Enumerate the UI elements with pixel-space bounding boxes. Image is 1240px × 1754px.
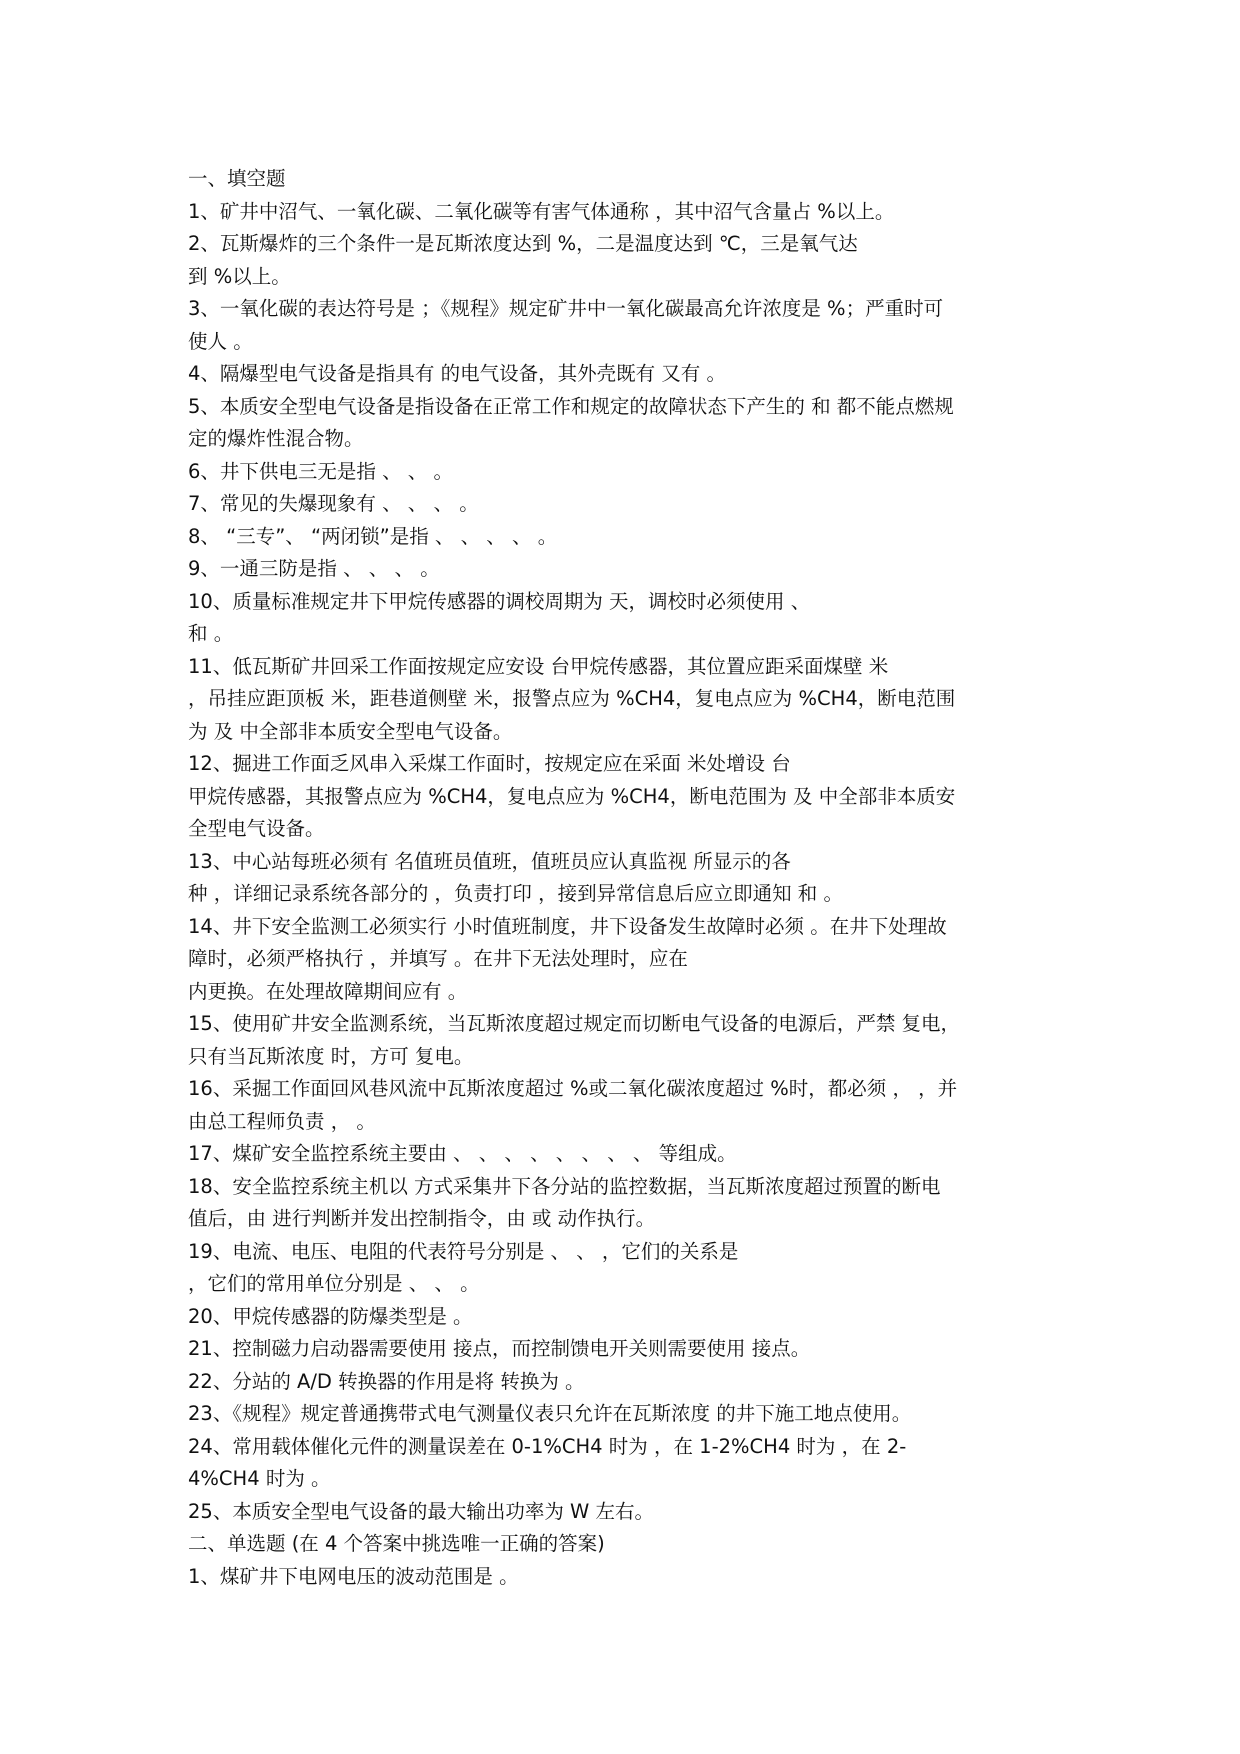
question-line: 9、一通三防是指 、 、 、 。 [188,557,440,580]
question-line: 4%CH4 时为 。 [188,1467,331,1490]
question-line: 15、使用矿井安全监测系统，当瓦斯浓度超过规定而切断电气设备的电源后，严禁 复电， [188,1012,961,1035]
question-line: 2、瓦斯爆炸的三个条件一是瓦斯浓度达到 %，二是温度达到 ℃，三是氧气达 [188,232,858,255]
question-line: 21、控制磁力启动器需要使用 接点，而控制馈电开关则需要使用 接点。 [188,1337,811,1360]
question-line: 全型电气设备。 [188,817,325,840]
question-line: 13、中心站每班必须有 名值班员值班，值班员应认真监视 所显示的各 [188,849,791,873]
section-heading: 二、单选题 (在 4 个答案中挑选唯一正确的答案) [188,1532,605,1555]
section-heading: 一、填空题 [188,167,286,190]
question-line: 由总工程师负责 ， 。 [188,1109,376,1133]
question-line: 值后，由 进行判断并发出控制指令，由 或 动作执行。 [188,1207,656,1230]
question-line: 使人 。 [188,329,253,353]
question-line: 和 。 [188,622,234,645]
question-line: 12、掘进工作面乏风串入采煤工作面时，按规定应在采面 米处增设 台 [188,752,791,775]
question-line: 19、电流、电压、电阻的代表符号分别是 、 、 ，它们的关系是 [188,1239,739,1263]
question-line: ，吊挂应距顶板 米，距巷道侧壁 米，报警点应为 %CH4，复电点应为 %CH4，断电范围 [188,687,956,710]
question-line: 为 及 中全部非本质安全型电气设备。 [188,719,513,743]
question-line: 24、常用载体催化元件的测量误差在 0-1%CH4 时为 ，在 1-2%CH4 时为 ，在 2- [188,1434,907,1458]
question-line: 到 %以上。 [188,264,291,288]
question-line: 障时，必须严格执行 ，并填写 。在井下无法处理时，应在 [188,947,688,970]
question-line: 10、质量标准规定井下甲烷传感器的调校周期为 天，调校时必须使用 、 [188,589,811,613]
question-line: 8、 “三专”、 “两闭锁”是指 、 、 、 、 。 [188,524,558,548]
question-line: 22、分站的 A/D 转换器的作用是将 转换为 。 [188,1369,585,1393]
question-line: 14、井下安全监测工必须实行 小时值班制度，井下设备发生故障时必须 。在井下处理故 [188,914,947,938]
question-line: 16、采掘工作面回风巷风流中瓦斯浓度超过 %或二氧化碳浓度超过 %时，都必须 ， ，并 [188,1077,958,1100]
question-line: 20、甲烷传感器的防爆类型是 。 [188,1304,473,1328]
question-line: 23、《规程》规定普通携带式电气测量仪表只允许在瓦斯浓度 的井下施工地点使用。 [188,1402,912,1425]
question-line: 内更换。在处理故障期间应有 。 [188,979,468,1003]
question-line: 18、安全监控系统主机以 方式采集井下各分站的监控数据，当瓦斯浓度超过预置的断电 [188,1174,941,1198]
question-line: 4、隔爆型电气设备是指具有 的电气设备，其外壳既有 又有 。 [188,362,727,385]
question-line: 25、本质安全型电气设备的最大输出功率为 W 左右。 [188,1499,654,1523]
question-line: 甲烷传感器，其报警点应为 %CH4，复电点应为 %CH4，断电范围为 及 中全部非本质安 [188,784,956,808]
question-line: 11、低瓦斯矿井回采工作面按规定应安设 台甲烷传感器，其位置应距采面煤壁 米 [188,654,889,678]
question-line: 3、一氧化碳的表达符号是 ；《规程》规定矿井中一氧化碳最高允许浓度是 %；严重时可 [188,297,944,320]
question-line: 7、常见的失爆现象有 、 、 、 。 [188,492,479,515]
question-line: 定的爆炸性混合物。 [188,427,364,450]
question-line: ，它们的常用单位分别是 、 、 。 [188,1272,480,1295]
question-line: 种 ，详细记录系统各部分的 ，负责打印 ，接到异常信息后应立即通知 和 。 [188,882,843,905]
question-line: 1、矿井中沼气、一氧化碳、二氧化碳等有害气体通称 ，其中沼气含量占 %以上。 [188,199,895,223]
question-line: 6、井下供电三无是指 、 、 。 [188,459,454,483]
question-line: 5、本质安全型电气设备是指设备在正常工作和规定的故障状态下产生的 和 都不能点燃规 [188,394,954,418]
question-line: 17、煤矿安全监控系统主要由 、 、 、 、 、 、 、 、 等组成。 [188,1142,737,1165]
question-line: 只有当瓦斯浓度 时，方可 复电。 [188,1044,474,1068]
question-line: 1、煤矿井下电网电压的波动范围是 。 [188,1564,519,1588]
document-page [188,163,1078,1593]
